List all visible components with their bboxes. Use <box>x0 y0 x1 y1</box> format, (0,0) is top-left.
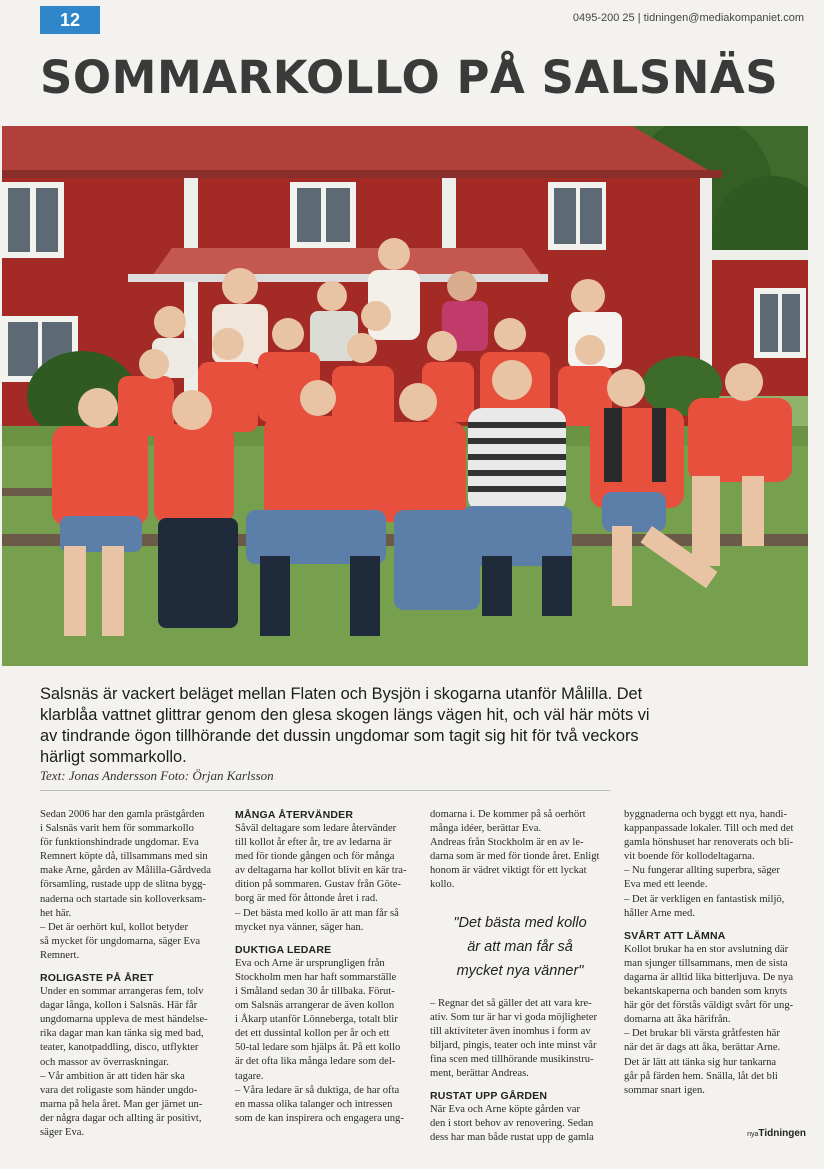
text-line: ungdomarna uppleva de mest händelse- <box>40 1014 208 1026</box>
paragraph <box>235 1084 415 1126</box>
page-number: 12 <box>40 6 100 34</box>
text-line: i Åkarp utanför Lönneberga, totalt blir <box>235 1014 398 1026</box>
text-line: Det är lätt att tänka sig hur tankarna <box>624 1056 777 1068</box>
paragraph <box>235 822 415 907</box>
logo-prefix: nya <box>747 1131 759 1138</box>
article-column-1 <box>40 808 220 1140</box>
text-line: håller Arne med. <box>624 907 695 919</box>
byline: Text: Jonas Andersson Foto: Örjan Karlsson <box>40 768 274 783</box>
quote-line: mycket nya vänner" <box>456 962 584 979</box>
paragraph <box>624 1027 804 1055</box>
text-line: vara det roligaste som händer ungdo- <box>40 1084 198 1096</box>
text-line: den i stort behov av renovering. Sedan <box>430 1118 594 1130</box>
text-line: – Det är oerhört kul, kollot betyder <box>40 921 188 933</box>
text-line: – Nu fungerar allting superbra, säger <box>624 865 780 877</box>
section-heading: RUSTAT UPP GÅRDEN <box>430 1090 548 1103</box>
text-line: När Eva och Arne köpte gården var <box>430 1104 581 1116</box>
paragraph <box>40 985 220 1070</box>
lead-line: Salsnäs är vackert beläget mellan Flaten och Bysjön i skogarna utanför Målilla. Det <box>40 685 643 703</box>
group-photo <box>2 126 808 666</box>
text-line: församling, rustade upp de slitna bygg- <box>40 879 206 891</box>
text-line: för funktionshindrade ungdomar. Eva <box>40 837 199 849</box>
paragraph <box>624 943 804 1028</box>
text-line: och massor av överraskningar. <box>40 1056 169 1068</box>
text-line: het här. <box>40 907 72 919</box>
text-line: går på färden hem. Snälla, låt det bli <box>624 1070 778 1082</box>
quote-line: är att man får så <box>467 938 573 955</box>
text-line: kappanpassade lokaler. Till och med det <box>624 823 794 835</box>
section-heading: ROLIGASTE PÅ ÅRET <box>40 972 154 985</box>
header-contact: 0495-200 25 | tidningen@mediakompaniet.com <box>572 12 804 24</box>
text-line: en massa olika talanger och intressen <box>235 1098 393 1110</box>
text-line: – Det brukar bli värsta gråtfesten här <box>624 1028 780 1040</box>
headline: SOMMARKOLLO PÅ SALSNÄS <box>40 51 779 104</box>
paragraph <box>235 957 415 1084</box>
quote-line: "Det bästa med kollo <box>453 914 587 931</box>
pull-quote <box>430 911 610 983</box>
text-line: dition på sommaren. Gustav från Göte- <box>235 879 401 891</box>
text-line: bekantskaperna och banden som knyts <box>624 986 787 998</box>
lead-line: av tindrande ögon tillhörande det dussin ungdomar som tagit sig hit för två veckors <box>40 727 639 745</box>
text-line: domarna att åka härifrån. <box>624 1014 731 1026</box>
paragraph <box>430 808 610 836</box>
text-line: i Salsnäs varit hem för sommarkollo <box>40 823 194 835</box>
text-line: säger Eva. <box>40 1126 85 1138</box>
paragraph <box>430 997 610 1082</box>
text-line: sommar snart igen. <box>624 1084 705 1096</box>
text-line: dagar långa, kollon i Salsnäs. Här får <box>40 1000 198 1012</box>
text-line: naderna och startade sin kolloverksam- <box>40 893 206 905</box>
paragraph <box>40 921 220 963</box>
paragraph <box>430 836 610 892</box>
text-line: Andreas från Stockholm är en av le- <box>430 837 584 849</box>
paragraph <box>40 1070 220 1140</box>
article-column-2 <box>235 808 415 1126</box>
group-photo-image <box>2 126 808 666</box>
text-line: borg är med för åttonde året i rad. <box>235 893 378 905</box>
logo-text: Tidningen <box>758 1128 806 1139</box>
article-column-3 <box>430 808 610 1145</box>
paragraph <box>624 893 804 921</box>
text-line: Kollot brukar ha en stor avslutning där <box>624 943 789 955</box>
text-line: – Det är verkligen en fantastisk miljö, <box>624 893 785 905</box>
text-line: med för tionde gången och för många <box>235 851 395 863</box>
text-line: Eva med ett leende. <box>624 879 708 891</box>
text-line: här gör det förstås väldigt svårt för ung- <box>624 1000 794 1012</box>
text-line: 50-tal ledare som hjälps åt. På ett kollo <box>235 1042 401 1054</box>
text-line: gamla hönshuset har renoverats och bli- <box>624 837 794 849</box>
text-line: fina scen med tillhörande musikinstru- <box>430 1053 594 1065</box>
text-line: ment, berättar Andreas. <box>430 1068 529 1080</box>
paragraph <box>624 864 804 892</box>
text-line: byggnaderna och byggt ett nya, handi- <box>624 809 787 820</box>
article-column-4 <box>624 808 804 1098</box>
text-line: dess har man både rustat upp de gamla <box>430 1132 594 1144</box>
text-line: honom är vädret viktigt för ett lyckat <box>430 865 587 877</box>
text-line: som de kan inspirera och engagera ung- <box>235 1112 404 1124</box>
text-line: Stockholm men har haft sommarställe <box>235 971 397 983</box>
text-line: man sjunger tillsammans, men de sista <box>624 957 788 969</box>
text-line: i Småland sedan 30 år tillbaka. Förut- <box>235 985 395 997</box>
paragraph <box>624 1056 804 1098</box>
text-line: Eva och Arne är ursprungligen från <box>235 957 385 969</box>
paragraph <box>430 1103 610 1145</box>
text-line: tagare. <box>235 1070 264 1082</box>
text-line: det ett dussintal kollon per år och ett <box>235 1028 390 1040</box>
text-line: Sedan 2006 har den gamla prästgården <box>40 809 205 820</box>
paragraph <box>624 808 804 864</box>
text-line: Remnert köpte då, tillsammans med sin <box>40 851 208 863</box>
text-line: – Regnar det så gäller det att vara kre- <box>430 997 592 1009</box>
byline-divider <box>40 790 610 791</box>
text-line: dagarna är alltid lika bitterljuva. De nya <box>624 971 794 983</box>
lead-line: klarblåa vattnet glittrar genom den glesa skogen längs vägen hit, och väl här möts vi <box>40 706 650 724</box>
text-line: marna på hela året. Man ger järnet un- <box>40 1098 203 1110</box>
text-line: domarna i. De kommer på så oerhört <box>430 809 586 820</box>
text-line: så mycket för ungdomarna, säger Eva <box>40 935 201 947</box>
text-line: darna som är med för tionde året. Enligt <box>430 851 600 863</box>
text-line: der några dagar och allting är positivt, <box>40 1112 202 1124</box>
text-line: make Arne, gården av Målilla-Gårdveda <box>40 865 211 877</box>
lead-paragraph <box>40 684 650 768</box>
lead-line: härligt sommarkollo. <box>40 748 187 766</box>
text-line: teater, kanotpaddling, disco, utflykter <box>40 1042 199 1054</box>
text-line: när det är dags att åka, berättar Arne. <box>624 1042 781 1054</box>
text-line: är det ofta lika många ledare som del- <box>235 1056 396 1068</box>
text-line: rika dagar man kan tänka sig med bad, <box>40 1028 204 1040</box>
text-line: mycket nya vänner, säger han. <box>235 921 364 933</box>
text-line: ativ. Som tur är har vi goda möjligheter <box>430 1011 598 1023</box>
text-line: många idéer, berättar Eva. <box>430 823 542 835</box>
text-line: – Vår ambition är att tiden här ska <box>40 1070 185 1082</box>
publication-logo <box>747 1128 806 1139</box>
text-line: biljard, pingis, teater och inte minst vår <box>430 1039 597 1051</box>
text-line: Remnert. <box>40 949 80 961</box>
text-line: till aktiviteter även inomhus i form av <box>430 1025 591 1037</box>
paragraph <box>235 907 415 935</box>
section-heading: SVÅRT ATT LÄMNA <box>624 929 726 942</box>
text-line: vit boende för kollodeltagarna. <box>624 851 755 863</box>
section-heading: DUKTIGA LEDARE <box>235 943 332 956</box>
paragraph <box>40 808 220 921</box>
text-line: – Våra ledare är så duktiga, de har ofta <box>235 1084 400 1096</box>
text-line: Under en sommar arrangeras fem, tolv <box>40 986 204 998</box>
text-line: om Salsnäs arrangerar de även kollon <box>235 1000 395 1012</box>
text-line: – Det bästa med kollo är att man får så <box>235 907 399 919</box>
section-heading: MÅNGA ÅTERVÄNDER <box>235 809 354 821</box>
text-line: av deltagarna har kollot blivit en kär tra- <box>235 865 407 877</box>
text-line: kollo. <box>430 879 455 891</box>
text-line: Såväl deltagare som ledare återvänder <box>235 823 397 834</box>
text-line: till kollot år efter år, tre av ledarna är <box>235 837 392 849</box>
